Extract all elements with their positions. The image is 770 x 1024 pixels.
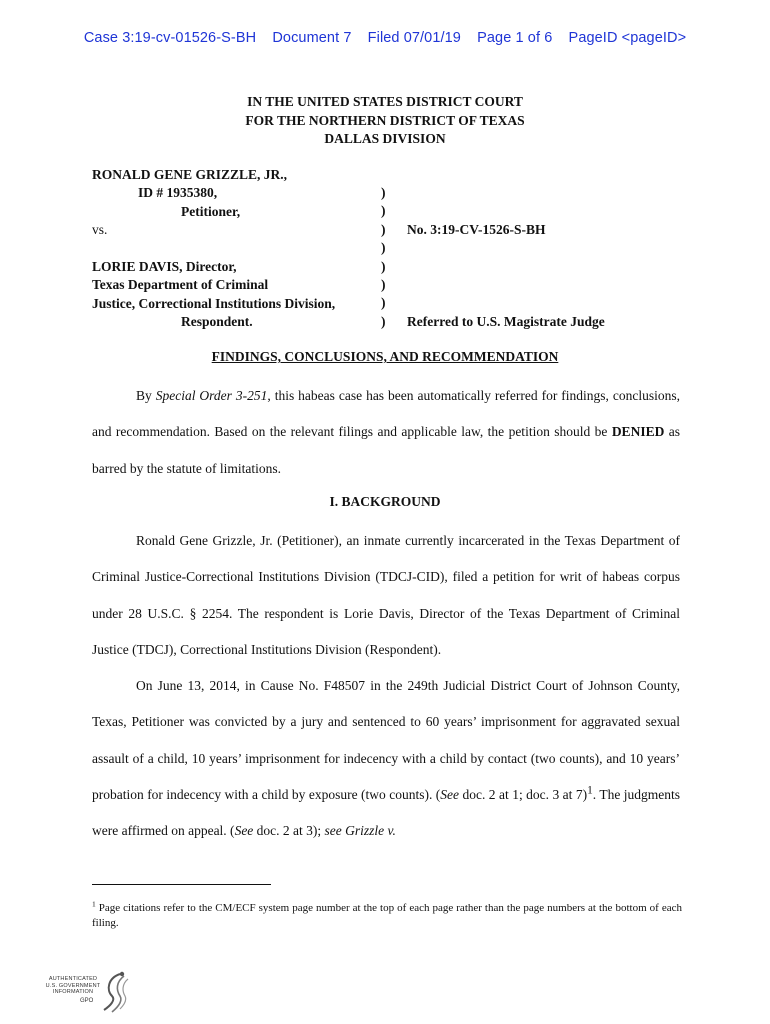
caption-paren: ) — [381, 185, 386, 200]
gpo-logo-line: AUTHENTICATED — [48, 976, 98, 982]
caption-paren: ) — [381, 258, 386, 274]
caption-blank-line — [92, 240, 335, 258]
caption-paren: ) — [381, 313, 386, 329]
caption-paren: ) — [381, 240, 386, 256]
paragraph-referral — [92, 378, 680, 487]
special-order-citation: Special Order 3-251 — [155, 388, 268, 403]
footnote-number: 1 — [92, 899, 96, 909]
caption-right-blank — [407, 202, 605, 220]
case-number-stamp: Case 3:19-cv-01526-S-BH — [83, 30, 257, 46]
caption-right-blank — [407, 184, 605, 202]
respondent-role: Respondent. — [181, 314, 253, 330]
petitioner-name: RONALD GENE GRIZZLE, JR., — [92, 167, 288, 182]
text-run: . The judgments were affirmed on appeal. ( — [92, 786, 681, 839]
text-run: doc. 2 at 3); — [253, 823, 325, 839]
paragraph-conviction — [92, 668, 680, 849]
paragraph-parties — [92, 523, 680, 668]
footnote-reference[interactable]: 1 — [587, 784, 593, 797]
text-run: as barred by the statute of limitations. — [92, 424, 680, 476]
petitioner-role: Petitioner, — [181, 203, 241, 219]
filed-date-stamp: Filed 07/01/19 — [367, 30, 461, 46]
referral-note: Referred to U.S. Magistrate Judge — [407, 313, 605, 329]
respondent-name: LORIE DAVIS, Director, — [92, 259, 237, 275]
caption-paren: ) — [381, 203, 386, 219]
text-run: , this habeas case has been automatically referred for findings, conclusions, and recommendation. Based on the relevant filings and applicable law, the petition should be — [92, 388, 680, 440]
caption-paren: ) — [381, 221, 386, 237]
gpo-authentication-logo — [40, 970, 140, 1015]
petitioner-id: ID # 1935380, — [138, 185, 218, 201]
footnote — [92, 901, 682, 931]
case-number: No. 3:19-CV-1526-S-BH — [407, 221, 546, 237]
paragraph-text: Ronald Gene Grizzle, Jr. (Petitioner), an inmate currently incarcerated in the Texas Department of Criminal Justice-Correctional Institutions Division (TDCJ-CID), filed a petition for writ of habeas corpus under 28 U.S.C. § 2254. The respondent is Lorie Davis, Director of the Texas Department of Criminal Justice (TDCJ), Correctional Institutions Division (Respondent). — [92, 533, 680, 657]
document-title: FINDINGS, CONCLUSIONS, AND RECOMMENDATION — [211, 349, 559, 364]
section-heading-background: I. BACKGROUND — [329, 494, 441, 509]
document-number-stamp: Document 7 — [272, 30, 352, 46]
denied-term: DENIED — [611, 424, 665, 440]
page-count-stamp: Page 1 of 6 — [477, 30, 553, 46]
see-signal: See — [440, 786, 460, 802]
caption-parentheses — [381, 184, 386, 331]
caption-paren: ) — [381, 277, 386, 293]
versus-label: vs. — [92, 222, 108, 238]
text-run: doc. 2 at 1; doc. 3 at 7) — [459, 786, 588, 802]
ecf-header-stamp — [0, 30, 770, 46]
caption-paren: ) — [381, 295, 386, 311]
court-heading — [0, 93, 770, 149]
case-caption-right — [407, 184, 605, 331]
gpo-logo-line: U.S. GOVERNMENT — [45, 982, 101, 989]
footnote-divider — [92, 884, 271, 885]
caption-right-blank — [407, 276, 605, 294]
court-line-1: IN THE UNITED STATES DISTRICT COURT — [247, 94, 523, 109]
caption-right-blank — [407, 258, 605, 276]
respondent-agency-line-2: Justice, Correctional Institutions Division, — [92, 295, 336, 311]
caption-right-blank — [407, 239, 605, 257]
case-citation: see Grizzle v. — [324, 823, 396, 839]
gpo-mark: GPO — [80, 998, 94, 1004]
gpo-logo-text — [40, 976, 106, 996]
respondent-agency-line-1: Texas Department of Criminal — [92, 277, 269, 293]
case-caption-parties — [92, 166, 335, 332]
footnote-text: Page citations refer to the CM/ECF system page number at the top of each page rather than the page numbers at the bottom of each filing. — [92, 902, 682, 929]
caption-right-blank — [407, 294, 605, 312]
text-run: On June 13, 2014, in Cause No. F48507 in the 249th Judicial District Court of Johnson County, Texas, Petitioner was convicted by a jury and sentenced to 60 years’ imprisonment for aggravated sexual assault of a child, 10 years’ imprisonment for indecency with a child by contact (two counts), and 10 years’ probation for indecency with a child by exposure (two counts). ( — [92, 678, 680, 802]
gpo-logo-line: INFORMATION — [52, 989, 94, 995]
court-line-3: DALLAS DIVISION — [324, 131, 446, 146]
court-line-2: FOR THE NORTHERN DISTRICT OF TEXAS — [245, 112, 525, 128]
pageid-stamp: PageID <pageID> — [568, 30, 687, 46]
text-run: By — [136, 388, 156, 403]
eagle-emblem-icon — [98, 970, 132, 1015]
see-signal: See — [234, 823, 254, 839]
